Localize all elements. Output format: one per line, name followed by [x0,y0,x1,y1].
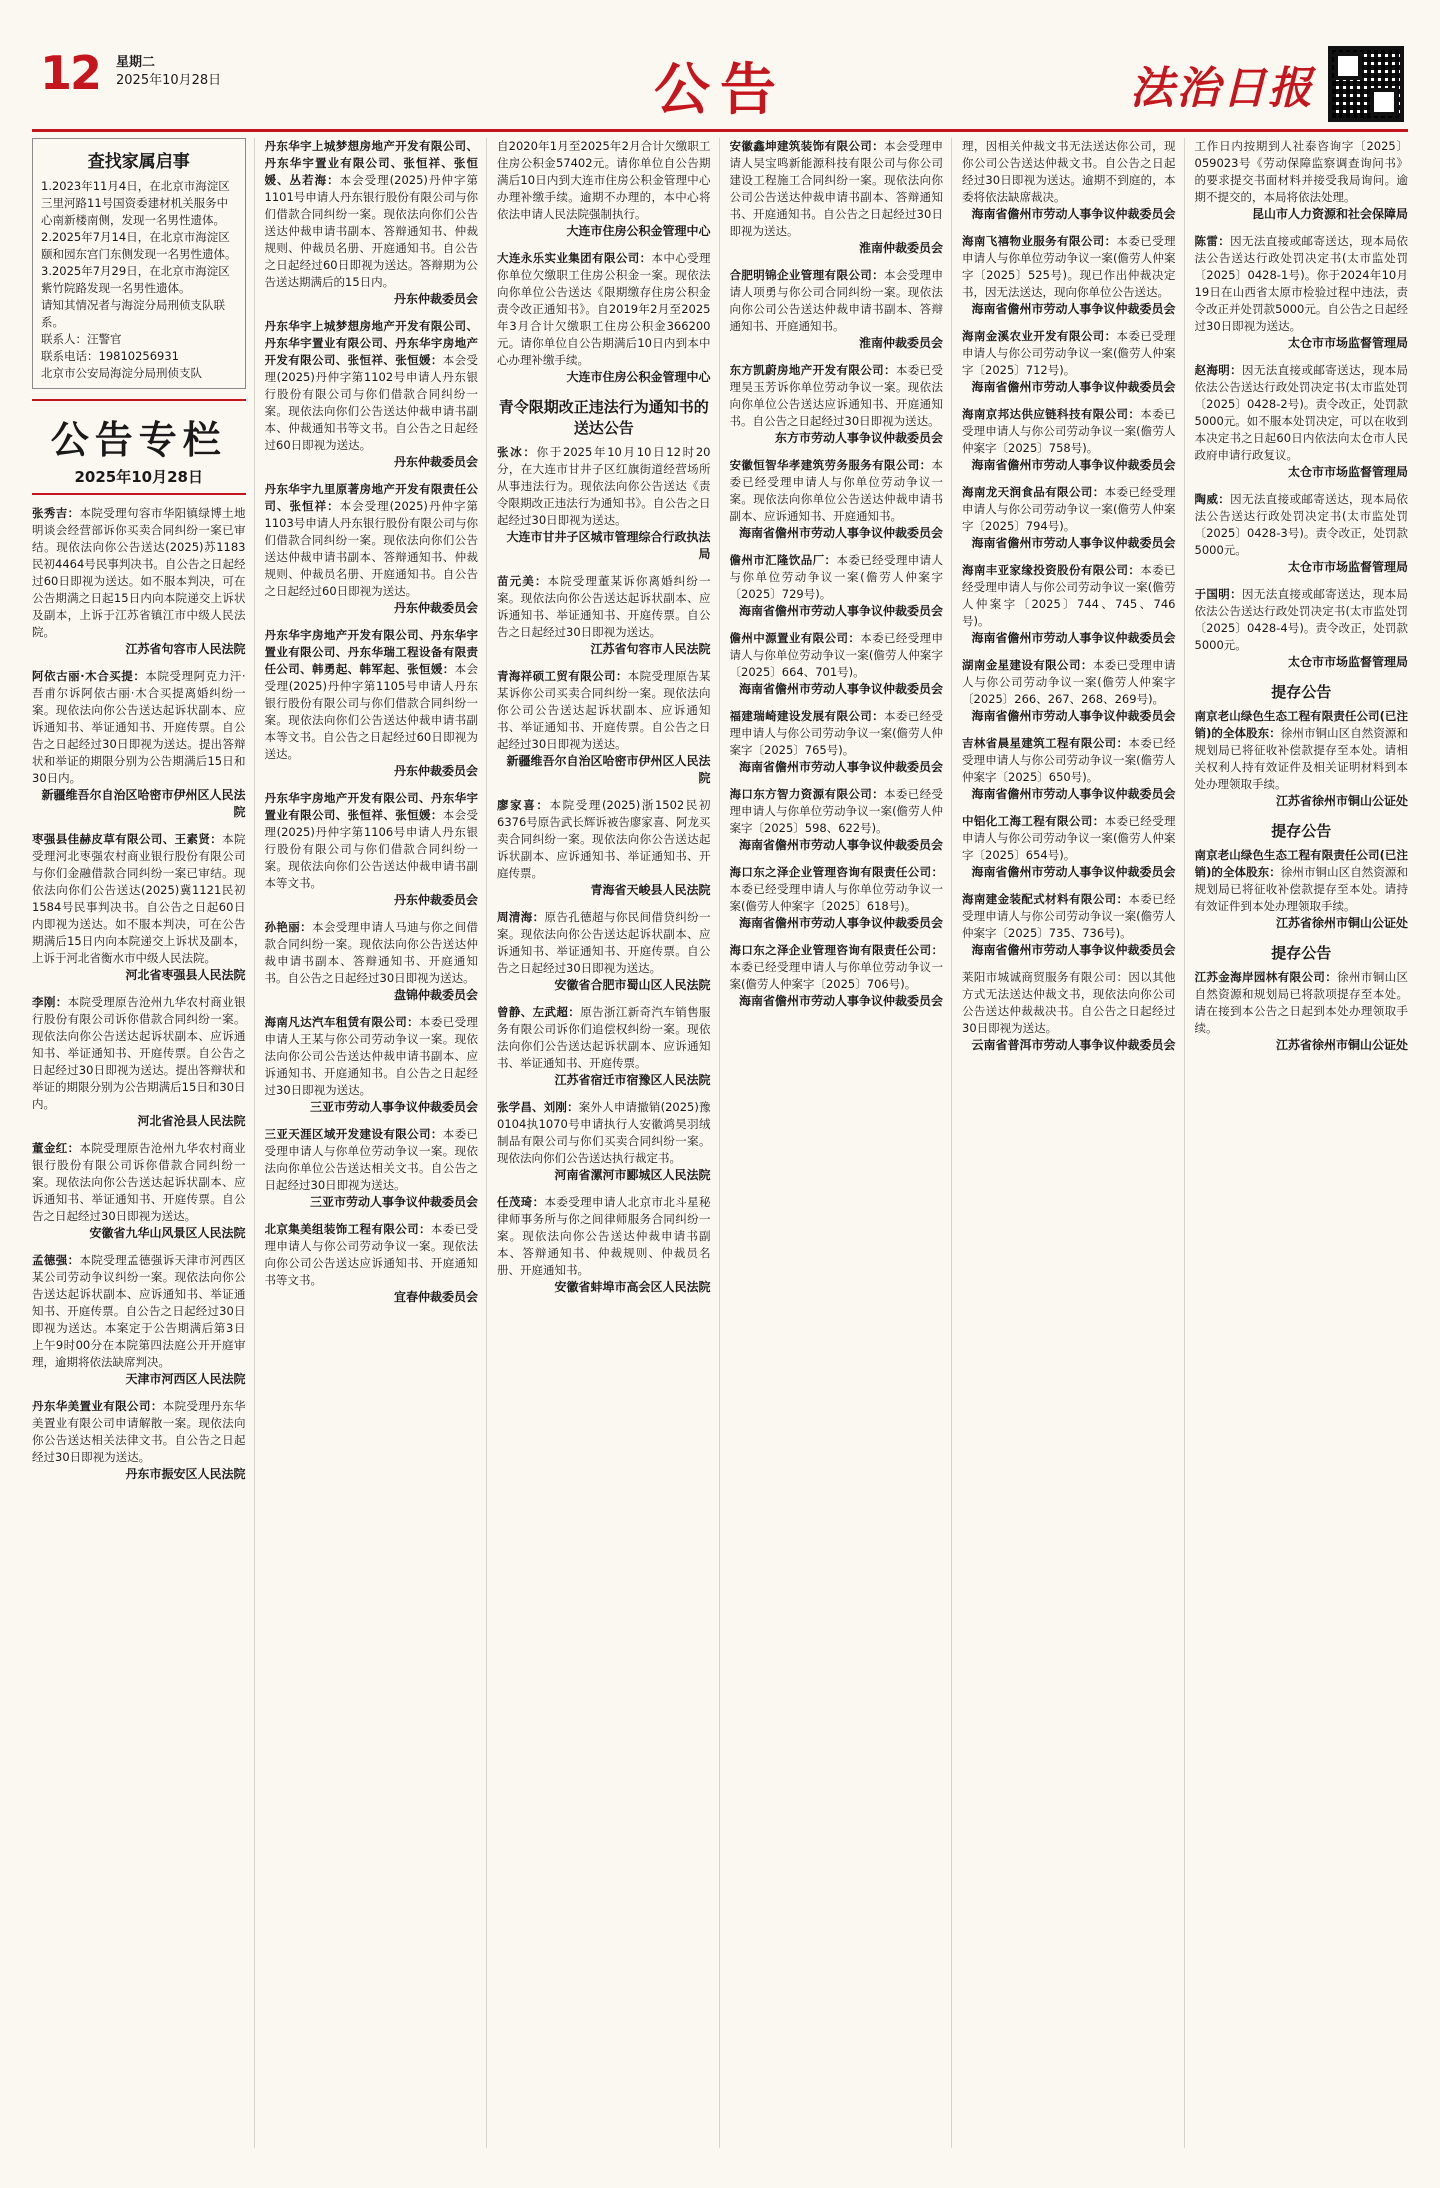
notice-issuer: 新疆维吾尔自治区哈密市伊州区人民法院 [506,754,711,785]
notice-issuer: 海南省儋州市劳动人事争议仲裁委员会 [971,787,1176,801]
column-heading-title: 公告专栏 [50,418,227,462]
notice-party: 海南金溪农业开发有限公司： [962,329,1117,343]
notice-party: 海南龙天润食品有限公司： [962,485,1105,499]
notice-issuer: 海南省儋州市劳动人事争议仲裁委员会 [971,709,1176,723]
notice-issuer: 淮南仲裁委员会 [858,336,943,350]
notice-issuer: 丹东市振安区人民法院 [125,1467,246,1481]
legal-notice [962,406,1176,474]
notice-party: 福建瑞崎建设发展有限公司： [729,709,884,723]
notice-issuer: 盘锦仲裁委员会 [393,988,478,1002]
notice-party: 青海祥硕工贸有限公司： [497,669,628,683]
notice-party: 丹东华宇上城梦想房地产开发有限公司、丹东华宇置业有限公司、丹东华宇房地产开发有限公司、张恒祥、张恒媛： [264,319,478,367]
legal-notice [962,657,1176,725]
legal-notice [497,138,711,240]
notice-issuer: 昆山市人力资源和社会保障局 [1251,207,1408,221]
notice-party: 丹东华宇上城梦想房地产开发有限公司、丹东华宇置业有限公司、张恒祥、张恒媛、丛若海： [264,139,478,187]
notice-text: 本委已受理申请人王某与你公司劳动争议一案。现依法向你公司公告送达仲裁申请书副本、应诉通知书、开庭通知书。自公告之日起经过30日即视为送达。 [264,1015,479,1097]
notice-text: 本委已经受理申请人与你单位劳动争议一案(儋劳人仲案字〔2025〕598、622号)。 [729,787,944,835]
notice-party: 周清海： [497,910,545,924]
notice-text: 本院受理原告沧州九华农村商业银行股份有限公司诉你借款合同纠纷一案。现依法向你公告送达起诉状副本、应诉通知书、举证通知书、开庭传票。自公告之日起经过30日即视为送达。提出答辩状和举证的期限分别为公告期满后15日和30日内。 [32,995,246,1111]
notice-text: 因无法直接或邮寄送达，现本局依法公告送达行政处罚决定书(太市监处罚〔2025〕0428-1号)。你于2024年10月19日在山西省太原市检验过程中违法，责令改正并处罚款5000元。自公告之日起经过30日即视为送达。 [1194,234,1408,333]
legal-notice [730,708,944,776]
notice-party: 海口东之泽企业管理咨询有限责任公司： [729,865,943,879]
notice-party: 海南京邦达供应链科技有限公司： [962,407,1141,421]
notice-text: 本委已受理吴玉芳诉你单位劳动争议一案。现依法向你单位公告送达应诉通知书、开庭通知书。自公告之日起经过30日即视为送达。 [729,363,944,428]
notice-issuer: 江苏省徐州市铜山公证处 [1275,916,1408,930]
notice-text: 因无法直接或邮寄送达，现本局依法公告送达行政处罚决定书(太市监处罚〔2025〕0428-3号)。责令改正，处罚款5000元。 [1194,492,1408,557]
notice-text: 本中心受理你单位欠缴职工住房公积金一案。现依法向你单位公告送达《限期缴存住房公积金责令改正通知书》。自2019年2月至2025年3月合计欠缴职工住房公积金366200元。请你单位自公告期满后10日内到本中心办理补缴手续。 [497,251,711,367]
notice-party: 东方凯蔚房地产开发有限公司： [729,363,896,377]
notice-text: 本会受理申请人吴宝鸣新能源科技有限公司与你公司建设工程施工合同纠纷一案。现依法向你公司公告送达仲裁申请书副本、答辩通知书、开庭通知书。自公告之日起经过30日即视为送达。 [729,139,944,238]
legal-notice [265,1014,479,1116]
notice-text: 本委已经受理申请人与你单位劳动争议一案(儋劳人仲案字〔2025〕706号)。 [729,960,943,991]
notice-issuer: 云南省普洱市劳动人事争议仲裁委员会 [971,1038,1176,1052]
notice-issuer: 海南省儋州市劳动人事争议仲裁委员会 [738,916,943,930]
notice-issuer: 海南省儋州市劳动人事争议仲裁委员会 [971,207,1176,221]
notice-issuer: 大连市住房公积金管理中心 [566,224,711,238]
legal-notice [730,864,944,932]
notice-party: 丹东华美置业有限公司： [32,1399,163,1413]
legal-notice [730,457,944,542]
legal-notice [497,1194,711,1296]
notice-issuer: 安徽省九华山风景区人民法院 [89,1226,246,1240]
notice-text: 本会受理(2025)丹仲字第1101号申请人丹东银行股份有限公司与你们借款合同纠纷一案。现依法向你们公告送达仲裁申请书副本、答辩通知书、仲裁规则、仲裁员名册、开庭通知书。自公告之日起经过60日即视为送达。答辩期为公告送达期满后的15日内。 [264,173,478,289]
notice-issuer: 青海省天峻县人民法院 [590,883,711,897]
legal-notice [962,813,1176,881]
notice-issuer: 河北省枣强县人民法院 [125,968,246,982]
notice-party: 吉林省晨星建筑工程有限公司： [962,736,1129,750]
notice-issuer: 江苏省句容市人民法院 [590,642,711,656]
notice-paragraph: 请知其情况者与海淀分局刑侦支队联系。 [41,298,225,329]
notice-party: 赵海明： [1194,363,1243,377]
legal-notice [497,573,711,658]
notice-text: 工作日内按期到人社泰咨询字〔2025〕059023号《劳动保障监察调查询问书》的要求提交书面材料并接受我局询问。逾期不提交的，本局将依法处理。 [1194,139,1408,204]
notice-party: 大连永乐实业集团有限公司： [497,251,652,265]
legal-notice [730,942,944,1010]
notice-party: 儋州中源置业有限公司： [729,631,861,645]
notice-party: 陈雷： [1194,234,1231,248]
notice-text: 本委已受理申请人与你公司劳动争议一案。现依法向你公司公告送达应诉通知书、开庭通知书等文书。 [264,1222,479,1287]
notice-text: 本院受理丹东华美置业有限公司申请解散一案。现依法向你公告送达相关法律文书。自公告之日起经过30日即视为送达。 [32,1399,246,1464]
notice-party: 曾静、左武超： [497,1005,581,1019]
notice-issuer: 海南省儋州市劳动人事争议仲裁委员会 [738,604,943,618]
legal-notice [1195,233,1409,352]
legal-notice [32,1252,246,1388]
notice-party: 李刚： [32,995,68,1009]
legal-notice [265,1126,479,1211]
legal-notice [32,1398,246,1483]
notice-party: 张秀吉： [32,506,80,520]
paper-logo: 法治日报 [1130,63,1314,114]
notice-party: 北京集美组装饰工程有限公司： [264,1222,431,1236]
notice-party: 儋州市汇隆饮品厂： [729,553,837,567]
notice-party: 安徽恒智华孝建筑劳务服务有限公司： [729,458,932,472]
notice-party: 廖家喜： [497,798,550,812]
legal-notice [265,481,479,617]
notice-party: 张学昌、刘刚： [497,1100,579,1114]
notice-text: 理，因相关仲裁文书无法送达你公司，现你公司公告送达仲裁文书。自公告之日起经过30日即视为送达。逾期不到庭的，本委将依法缺席裁决。 [962,139,1176,204]
notice-text: 本委已经受理申请人与你公司劳动争议一案(儋劳人仲案字〔2025〕650号)。 [962,736,1176,784]
legal-notice [1195,138,1409,223]
notice-issuer: 三亚市劳动人事争议仲裁委员会 [309,1100,478,1114]
notice-party: 海南凡达汽车租赁有限公司： [264,1015,419,1029]
notice-issuer: 太仓市市场监督管理局 [1287,465,1408,479]
notice-issuer: 海南省儋州市劳动人事争议仲裁委员会 [738,994,943,1008]
notice-text: 本会受理申请人项勇与你公司合同纠纷一案。现依法向你公司公告送达仲裁申请书副本、答辩通知书、开庭通知书。 [729,268,944,333]
notice-text: 本院受理阿克力汗·吾甫尔诉阿依古丽·木合买提离婚纠纷一案。现依法向你公告送达起诉状副本、应诉通知书、举证通知书、开庭传票。自公告之日起经过30日即视为送达。提出答辩状和举证的期限分别为公告期满后15日和30日内。 [32,669,246,785]
notice-text: 本院受理孟德强诉天津市河西区某公司劳动争议纠纷一案。现依法向你公告送达起诉状副本、应诉通知书、举证通知书、开庭传票。自公告之日起经过30日即视为送达。本案定于公告期满后第3日上午9时00分在本院第四法庭公开开庭审理，逾期将依法缺席判决。 [32,1253,246,1369]
notice-party: 南京老山绿色生态工程有限责任公司(已注销)的全体股东： [1194,709,1408,740]
notice-issuer: 江苏省句容市人民法院 [125,642,246,656]
notice-issuer: 海南省儋州市劳动人事争议仲裁委员会 [971,536,1176,550]
notice-issuer: 海南省儋州市劳动人事争议仲裁委员会 [971,302,1176,316]
notice-party: 陶威： [1194,492,1231,506]
notice-text: 本院受理原告某某诉你公司买卖合同纠纷一案。现依法向你公司公告送达起诉状副本、应诉通知书、举证通知书、开庭传票。自公告之日起经过30日即视为送达。 [497,669,711,751]
column-5 [962,138,1185,2148]
legal-notice [497,797,711,899]
column-heading-date: 2025年10月28日 [74,468,203,486]
legal-notice [962,233,1176,318]
qr-code-icon [1328,46,1404,122]
legal-notice [1195,586,1409,671]
legal-notice [32,994,246,1130]
notice-issuer: 海南省儋州市劳动人事争议仲裁委员会 [738,838,943,852]
notice-party: 张冰： [497,445,537,459]
notice-text: 你于2025年10月10日12时20分，在大连市甘井子区红旗街道经营场所从事违法行为。现依法向你公告送达《责令限期改正违法行为通知书》。自公告之日起经过30日即视为送达。 [497,445,711,527]
notice-subheading: 青令限期改正违法行为通知书的送达公告 [498,398,709,437]
notice-issuer: 江苏省徐州市铜山公证处 [1275,794,1408,808]
notice-party: 董金红： [32,1141,80,1155]
notice-party: 海南建金装配式材料有限公司： [962,892,1129,906]
notice-party: 海南飞禧物业服务有限公司： [962,234,1117,248]
notice-text: 本委已经受理申请人与你公司劳动争议一案(儋劳人仲案字〔2025〕654号)。 [962,814,1176,862]
notice-issuer: 海南省儋州市劳动人事争议仲裁委员会 [738,682,943,696]
notice-text: 本委已经受理申请人与你单位劳动争议一案(儋劳人仲案字〔2025〕664、701号)。 [729,631,944,679]
notice-text: 本委已经受理申请人与你公司劳动争议一案(儋劳人仲案字〔2025〕794号)。 [962,485,1176,533]
notice-issuer: 丹东仲裁委员会 [393,455,478,469]
notice-issuer: 海南省儋州市劳动人事争议仲裁委员会 [971,943,1176,957]
notice-issuer: 东方市劳动人事争议仲裁委员会 [774,431,943,445]
notice-text: 本会受理(2025)丹仲字第1102号申请人丹东银行股份有限公司与你们借款合同纠纷一案。现依法向你们公告送达仲裁申请书副本、仲裁通知书等文书。自公告之日起经过60日即视为送达。 [264,353,478,452]
notice-text: 本委已经受理申请人与你单位劳动争议一案(儋劳人仲案字〔2025〕618号)。 [729,882,943,913]
notice-text: 本委已经受理申请人与你公司劳动争议一案(儋劳人仲案字〔2025〕744、745、746号)。 [962,563,1176,628]
notice-issuer: 江苏省徐州市铜山公证处 [1275,1038,1408,1052]
notice-issuer: 安徽省合肥市蜀山区人民法院 [554,978,711,992]
notice-issuer: 天津市河西区人民法院 [125,1372,246,1386]
legal-notice [962,328,1176,396]
notice-party: 江苏金海岸园林有限公司： [1194,970,1338,984]
legal-notice [32,505,246,658]
notice-text: 本院受理河北枣强农村商业银行股份有限公司与你们金融借款合同纠纷一案已审结。现依法向你们公告送达(2025)冀1121民初1584号民事判决书。自公告之日起60日内即视为送达。如不服本判决，可在公告期满后15日内向本院递交上诉状及副本，上诉于河北省衡水市中级人民法院。 [32,832,246,965]
legal-notice [32,1140,246,1242]
notice-party: 阿依古丽·木合买提： [32,669,146,683]
legal-notice [265,138,479,308]
notice-party: 于国明： [1194,587,1243,601]
notice-issuer: 海南省儋州市劳动人事争议仲裁委员会 [971,458,1176,472]
notice-party: 中铝化工海工程有限公司： [962,814,1105,828]
legal-notice [962,969,1176,1054]
notice-party: 丹东华宇房地产开发有限公司、丹东华宇置业有限公司、丹东华瑞工程设备有限责任公司、韩勇起、韩军起、张恒媛： [264,628,478,676]
notice-issuer: 海南省儋州市劳动人事争议仲裁委员会 [738,526,943,540]
legal-notice [265,1221,479,1306]
notice-text: 本委已受理申请人与你公司劳动争议一案(儋劳人仲案字〔2025〕266、267、268、269号)。 [962,658,1176,706]
notice-issuer: 江苏省宿迁市宿豫区人民法院 [554,1073,711,1087]
legal-notice [730,552,944,620]
notice-subheading: 提存公告 [1271,822,1332,840]
legal-notice [265,318,479,471]
notice-paragraph: 1.2023年11月4日，在北京市海淀区三里河路11号国资委建材机关服务中心南新楼南侧，发现一名男性遗体。 [41,179,230,227]
notice-subheading: 提存公告 [1271,683,1332,701]
notice-issuer: 安徽省蚌埠市高会区人民法院 [554,1280,711,1294]
page-number: 12 [40,46,101,100]
notice-issuer: 海南省儋州市劳动人事争议仲裁委员会 [971,865,1176,879]
notice-text: 本委受理申请人北京市北斗星秘律师事务所与你之间律师服务合同纠纷一案。现依法向你公告送达仲裁申请书副本、答辩通知书、仲裁规则、仲裁员名册、开庭通知书。 [497,1195,711,1277]
notice-issuer: 宜春仲裁委员会 [393,1290,478,1304]
notice-text: 自2020年1月至2025年2月合计欠缴职工住房公积金57402元。请你单位自公告期满后10日内到大连市住房公积金管理中心办理补缴手续。逾期不办理的，本中心将依法申请人民法院强制执行。 [497,139,711,221]
notice-issuer: 丹东仲裁委员会 [393,764,478,778]
column-2 [265,138,488,2148]
legal-notice [1195,969,1409,1054]
section-title: 公告 [654,58,786,123]
weekday: 星期二 [116,55,156,70]
legal-notice [1195,362,1409,481]
notice-issuer: 丹东仲裁委员会 [393,292,478,306]
notice-text: 徐州市铜山区自然资源和规划局已将款项提存至本处。请在接到本公告之日起到本处办理领取手续。 [1194,970,1408,1035]
notice-text: 案外人申请撤销(2025)豫0104执1070号申请执行人安徽鸿昊羽绒制品有限公司与你们买卖合同纠纷一案。现依法向你们公告送达执行裁定书。 [497,1100,711,1165]
notice-issuer: 太仓市市场监督管理局 [1287,560,1408,574]
notice-text: 本委已经受理申请人与你单位劳动争议一案。现依法向你单位公告送达仲裁申请书副本、应诉通知书、开庭通知书。 [729,458,943,523]
notice-text: 原告浙江新奇汽车销售服务有限公司诉你们追偿权纠纷一案。现依法向你们公告送达起诉状副本、应诉通知书、举证通知书、开庭传票。 [497,1005,711,1070]
legal-notice [962,562,1176,647]
notice-text: 本委已经受理申请人与你公司劳动争议一案(儋劳人仲案字〔2025〕735、736号)。 [962,892,1176,940]
notice-party: 任茂琦： [497,1195,545,1209]
legal-notice [730,138,944,257]
notice-party: 丹东华宇九里原著房地产开发有限责任公司、张恒祥： [264,482,478,513]
notice-text: 徐州市铜山区自然资源和规划局已将征收补偿款提存至本处。请相关权利人持有效证件及相关证明材料到本处办理领取手续。 [1194,726,1408,791]
legal-notice [1195,847,1409,932]
notice-text: 本会受理(2025)丹仲字第1105号申请人丹东银行股份有限公司与你们借款合同纠纷一案。现依法向你们公告送达仲裁申请书副本等文书。自公告之日起经过60日即视为送达。 [264,662,479,761]
legal-notice [730,267,944,352]
notice-issuer: 大连市住房公积金管理中心 [566,370,711,384]
legal-notice [497,1099,711,1184]
notice-paragraph: 2.2025年7月14日，在北京市海淀区颐和园东宫门东侧发现一名男性遗体。 [41,230,237,261]
notice-party: 三亚天涯区域开发建设有限公司： [264,1127,443,1141]
notice-text: 原告孔德超与你民间借贷纠纷一案。现依法向你公告送达起诉状副本、应诉通知书、举证通知书、开庭传票。自公告之日起经过30日即视为送达。 [497,910,711,975]
notice-columns [32,138,1408,2148]
notice-issuer: 淮南仲裁委员会 [858,241,943,255]
notice-issuer: 丹东仲裁委员会 [393,893,478,907]
legal-notice [265,919,479,1004]
legal-notice [265,790,479,909]
notice-party: 安徽鑫坤建筑装饰有限公司： [729,139,884,153]
column-1 [32,138,255,2148]
notice-text: 本委已受理申请人与你单位劳动争议一案。现依法向你单位公告送达相关文书。自公告之日起经过30日即视为送达。 [264,1127,478,1192]
missing-person-notice [32,138,246,389]
legal-notice [265,627,479,780]
legal-notice [730,786,944,854]
notice-text: 本委已受理申请人与你公司劳动争议一案(儋劳人仲案字〔2025〕712号)。 [962,329,1176,377]
notice-party: 合肥明锦企业管理有限公司： [729,268,884,282]
notice-text: 本院受理(2025)浙1502民初6376号原告武长辉诉被告廖家喜、阿龙买卖合同纠纷一案。现依法向你公告送达起诉状副本、应诉通知书、举证通知书、开庭传票。 [497,798,711,880]
legal-notice [730,362,944,447]
notice-paragraph: 联系电话：19810256931 [41,349,179,363]
notice-issuer: 新疆维吾尔自治区哈密市伊州区人民法院 [41,788,246,819]
notice-text: 因无法直接或邮寄送达，现本局依法公告送达行政处罚决定书(太市监处罚〔2025〕0428-4号)。责令改正，处罚款5000元。 [1194,587,1408,652]
legal-notice [962,484,1176,552]
notice-party: 海口东之泽企业管理咨询有限责任公司： [729,943,943,957]
column-heading [32,399,246,495]
legal-notice [1195,491,1409,576]
notice-party: 孙艳丽： [264,920,313,934]
notice-issuer: 海南省儋州市劳动人事争议仲裁委员会 [971,631,1176,645]
notice-text: 因无法直接或邮寄送达，现本局依法公告送达行政处罚决定书(太市监处罚〔2025〕0428-2号)。责令改正，处罚款5000元。如不服本处罚决定，可以在收到本决定书之日起60日内依法向太仓市人民政府申请行政复议。 [1194,363,1408,462]
legal-notice [497,250,711,386]
legal-notice [497,1004,711,1089]
notice-paragraph: 联系人：汪警官 [41,332,122,346]
notice-issuer: 丹东仲裁委员会 [393,601,478,615]
legal-notice [730,630,944,698]
legal-notice [497,668,711,787]
legal-notice [962,891,1176,959]
notice-text: 本会受理(2025)丹仲字第1106号申请人丹东银行股份有限公司与你们借款合同纠纷一案。现依法向你们公告送达仲裁申请书副本等文书。 [264,808,478,890]
legal-notice [1195,708,1409,810]
notice-issuer: 河北省沧县人民法院 [137,1114,246,1128]
notice-text: 莱阳市城诚商贸服务有限公司：因以其他方式无法送达仲裁文书，现依法向你公司公告送达仲裁裁决书。自公告之日起经过30日即视为送达。 [962,970,1176,1035]
notice-party: 丹东华宇房地产开发有限公司、丹东华宇置业有限公司、张恒祥、张恒媛： [264,791,478,822]
notice-title: 查找家属启事 [87,152,190,172]
notice-party: 海口东方智力资源有限公司： [729,787,884,801]
notice-party: 枣强县佳赫皮草有限公司、王素贤： [32,832,223,846]
notice-paragraph: 3.2025年7月29日，在北京市海淀区紫竹院路发现一名男性遗体。 [41,264,230,295]
notice-party: 孟德强： [32,1253,80,1267]
date: 2025年10月28日 [116,73,222,88]
legal-notice [497,909,711,994]
notice-text: 本会受理(2025)丹仲字第1103号申请人丹东银行股份有限公司与你们借款合同纠纷一案。现依法向你们公告送达仲裁申请书副本、答辩通知书、仲裁规则、仲裁员名册、开庭通知书。自公告之日起经过60日即视为送达。 [264,499,478,598]
notice-party: 苗元美： [497,574,548,588]
legal-notice [962,138,1176,223]
column-3 [497,138,720,2148]
notice-text: 本院受理句容市华阳镇绿博土地明谈会经营部诉你买卖合同纠纷一案已审结。现依法向你公告送达(2025)苏1183民初4464号民事判决书。自公告之日起经过60日即视为送达。如不服本判决，可在公告期满之日起15日内向本院递交上诉状及副本，上诉于江苏省镇江市中级人民法院。 [32,506,246,639]
column-6 [1195,138,1409,2148]
legal-notice [32,831,246,984]
notice-text: 本委已经受理申请人与你单位劳动争议一案(儋劳人仲案字〔2025〕729号)。 [729,553,944,601]
notice-text: 本院受理董某诉你离婚纠纷一案。现依法向你公告送达起诉状副本、应诉通知书、举证通知书、开庭传票。自公告之日起经过30日即视为送达。 [497,574,711,639]
notice-issuer: 大连市甘井子区城市管理综合行政执法局 [506,530,711,561]
notice-issuer: 太仓市市场监督管理局 [1287,655,1408,669]
notice-issuer: 海南省儋州市劳动人事争议仲裁委员会 [738,760,943,774]
legal-notice [497,444,711,563]
notice-text: 本会受理申请人马迪与你之间借款合同纠纷一案。现依法向你公告送达仲裁申请书副本、答辩通知书、开庭通知书。自公告之日起经过30日即视为送达。 [264,920,479,985]
notice-text: 徐州市铜山区自然资源和规划局已将征收补偿款提存至本处。请持有效证件到本处办理领取手续。 [1194,865,1408,913]
legal-notice [962,735,1176,803]
notice-text: 本院受理原告沧州九华农村商业银行股份有限公司诉你借款合同纠纷一案。现依法向你公告送达起诉状副本、应诉通知书、举证通知书、开庭传票。自公告之日起经过30日即视为送达。 [32,1141,246,1223]
notice-issuer: 三亚市劳动人事争议仲裁委员会 [309,1195,478,1209]
notice-text: 本委已受理申请人与你公司劳动争议一案(儋劳人仲案字〔2025〕758号)。 [962,407,1176,455]
notice-text: 本委已受理申请人与你单位劳动争议一案(儋劳人仲案字〔2025〕525号)。现已作出仲裁决定书，因无法送达，现向你单位公告送达。 [962,234,1176,299]
notice-issuer: 海南省儋州市劳动人事争议仲裁委员会 [971,380,1176,394]
legal-notice [32,668,246,821]
notice-issuer: 河南省漯河市郾城区人民法院 [554,1168,711,1182]
notice-party: 南京老山绿色生态工程有限责任公司(已注销)的全体股东： [1194,848,1408,879]
notice-paragraph: 北京市公安局海淀分局刑侦支队 [41,366,202,380]
notice-text: 本委已经受理申请人与你公司劳动争议一案(儋劳人仲案字〔2025〕765号)。 [729,709,944,757]
notice-party: 海南丰亚家缘投资股份有限公司： [962,563,1141,577]
notice-subheading: 提存公告 [1271,944,1332,962]
notice-issuer: 太仓市市场监督管理局 [1287,336,1408,350]
notice-party: 湖南金星建设有限公司： [962,658,1093,672]
column-4 [730,138,953,2148]
masthead [32,40,1408,132]
